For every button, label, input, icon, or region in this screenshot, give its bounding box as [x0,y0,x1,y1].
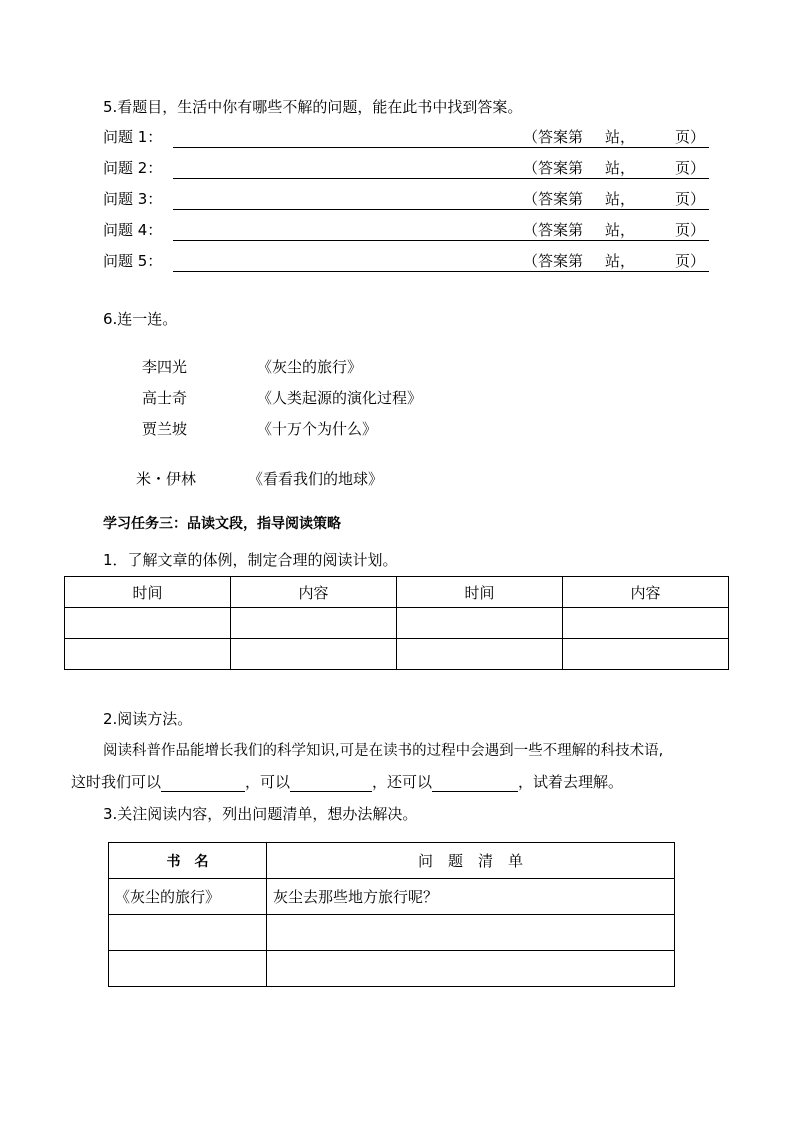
question-label: 问题 5： [103,252,163,270]
fill-blank-2[interactable] [290,775,372,792]
answer-close: 页） [675,159,706,177]
table-row [109,915,675,951]
answer-mid: 站， [605,221,636,239]
question-label: 问题 1： [103,128,163,146]
question-row-1 [103,127,709,149]
task3-item2-title: 2.阅读方法。 [103,710,193,728]
text-a: 这时我们可以 [71,773,162,791]
table-header-cell: 书 名 [109,843,267,879]
task3-heading: 学习任务三：品读文段，指导阅读策略 [103,516,341,532]
answer-mid: 站， [605,159,636,177]
table-row [65,608,729,639]
table-cell[interactable] [231,639,397,670]
table-header-cell: 时间 [65,577,231,608]
table-cell[interactable] [65,608,231,639]
author-item[interactable]: 高士奇 [142,389,188,407]
answer-mid: 站， [605,190,636,208]
text-d: ，试着去理解。 [518,773,624,791]
book-item[interactable]: 《十万个为什么》 [257,420,378,438]
question-cell[interactable] [267,915,675,951]
answer-blank-line[interactable] [173,209,709,210]
table-cell[interactable] [563,639,729,670]
question-row-2 [103,158,709,180]
table-header-row [109,843,675,879]
task3-item2-paragraph: 阅读科普作品能增长我们的科学知识,可是在读书的过程中会遇到一些不理解的科技术语, [103,743,664,759]
table-cell[interactable] [231,608,397,639]
table-cell[interactable] [397,608,563,639]
question-label: 问题 4： [103,221,163,239]
answer-close: 页） [675,221,706,239]
question-row-5 [103,251,709,273]
book-cell[interactable] [109,951,267,987]
answer-close: 页） [675,190,706,208]
book-cell[interactable]: 《灰尘的旅行》 [109,879,267,915]
task3-item3: 3.关注阅读内容，列出问题清单，想办法解决。 [103,805,418,823]
table-header-cell: 内容 [563,577,729,608]
section5-heading: 5.看题目，生活中你有哪些不解的问题，能在此书中找到答案。 [103,98,523,116]
table-cell[interactable] [563,608,729,639]
question-cell[interactable]: 灰尘去那些地方旅行呢？ [267,879,675,915]
answer-open: （答案第 [523,221,584,239]
answer-blank-line[interactable] [173,178,709,179]
question-list-table [108,842,675,987]
answer-open: （答案第 [523,190,584,208]
text-c: ，还可以 [372,773,433,791]
fill-blank-1[interactable] [161,775,245,792]
task3-item2-line2 [71,772,623,792]
answer-blank-line[interactable] [173,240,709,241]
answer-open: （答案第 [523,252,584,270]
question-cell[interactable] [267,951,675,987]
table-header-cell: 内容 [231,577,397,608]
reading-plan-table [64,576,729,670]
question-label: 问题 3： [103,190,163,208]
task3-item1: 1．了解文章的体例，制定合理的阅读计划。 [103,551,398,569]
table-cell[interactable] [65,639,231,670]
table-row [65,639,729,670]
text-b: ，可以 [245,773,291,791]
answer-open: （答案第 [523,159,584,177]
table-row [109,879,675,915]
question-row-4 [103,220,709,242]
answer-close: 页） [675,252,706,270]
book-item[interactable]: 《看看我们的地球》 [248,470,384,488]
book-item[interactable]: 《灰尘的旅行》 [257,358,363,376]
answer-open: （答案第 [523,128,584,146]
author-item[interactable]: 贾兰坡 [142,420,188,438]
table-header-cell: 问 题 清 单 [267,843,675,879]
answer-blank-line[interactable] [173,271,709,272]
table-row [109,951,675,987]
book-cell[interactable] [109,915,267,951]
author-item[interactable]: 米・伊林 [136,470,197,488]
table-header-row [65,577,729,608]
table-header-cell: 时间 [397,577,563,608]
table-cell[interactable] [397,639,563,670]
answer-mid: 站， [605,252,636,270]
fill-blank-3[interactable] [432,775,518,792]
book-item[interactable]: 《人类起源的演化过程》 [257,389,423,407]
section6-heading: 6.连一连。 [103,310,178,328]
answer-mid: 站， [605,128,636,146]
question-label: 问题 2： [103,159,163,177]
question-row-3 [103,189,709,211]
answer-close: 页） [675,128,706,146]
answer-blank-line[interactable] [173,147,709,148]
author-item[interactable]: 李四光 [142,358,188,376]
